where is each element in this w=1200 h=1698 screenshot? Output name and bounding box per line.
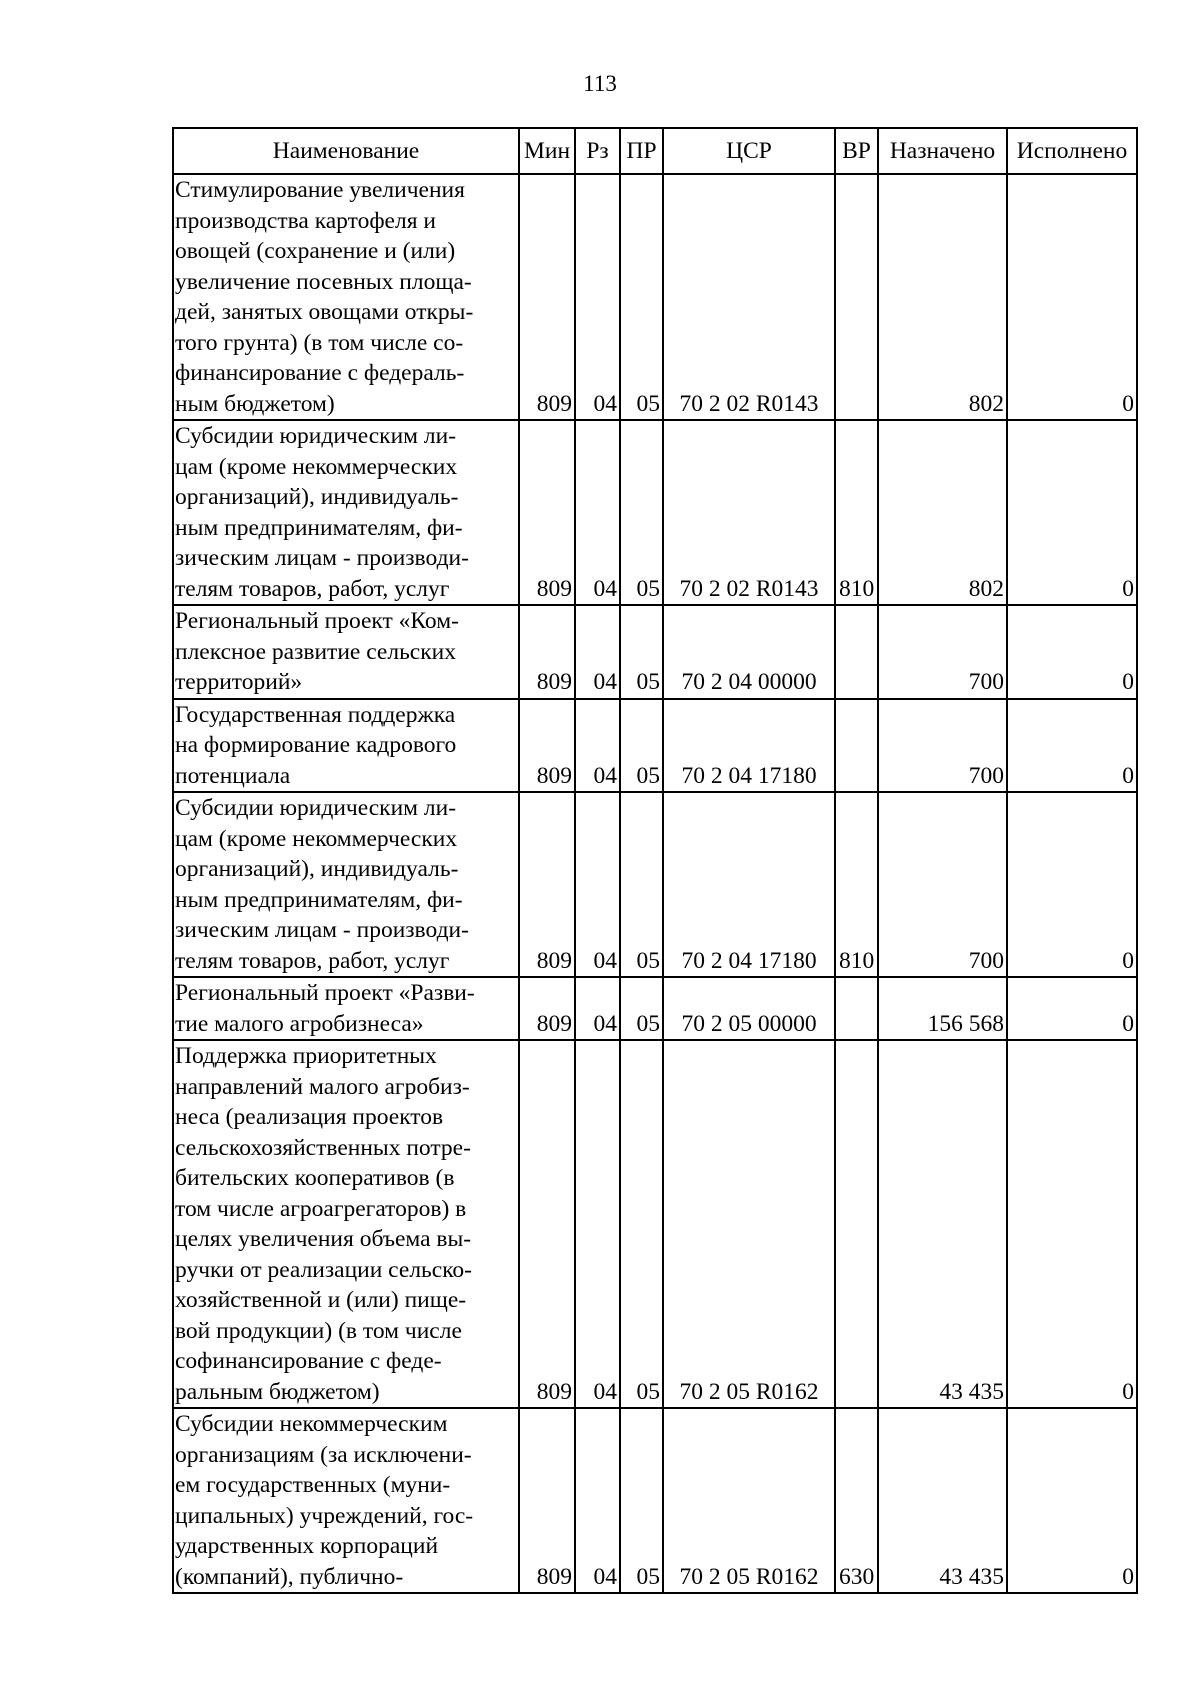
cell-name: Поддержка приоритетных направлений малого агробиз- неса (реализация проектов сельскохозяйственных потре- бительских кооперативов (в том числе агроагрегаторов) в целях увеличения объема вы- ручки от реализации сельско- хозяйственной и (или) пище- вой продукции) (в том числе софинансирование с феде- ральным бюджетом) [173,1040,519,1408]
cell-min: 809 [519,792,575,977]
cell-vr [835,977,878,1040]
header-min: Мин [519,128,575,174]
budget-table [172,127,1138,1594]
cell-pr: 05 [620,699,663,793]
cell-csr: 70 2 05 R0162 [663,1408,835,1593]
header-name: Наименование [173,128,519,174]
table-row [173,792,1137,977]
cell-min: 809 [519,1408,575,1593]
cell-vr [835,174,878,420]
cell-name: Стимулирование увеличения производства картофеля и овощей (сохранение и (или) увеличение посевных площа- дей, занятых овощами откры- того грунта) (в том числе со- финансирование с федераль- ным бюджетом) [173,174,519,420]
cell-vr: 810 [835,792,878,977]
cell-name: Субсидии юридическим ли- цам (кроме некоммерческих организаций), индивидуаль- ным предпринимателям, фи- зическим лицам - производи- телям товаров, работ, услуг [173,792,519,977]
cell-min: 809 [519,174,575,420]
cell-min: 809 [519,420,575,605]
cell-assigned: 700 [878,699,1007,793]
table-row [173,420,1137,605]
cell-rz: 04 [575,1408,620,1593]
cell-rz: 04 [575,699,620,793]
cell-min: 809 [519,1040,575,1408]
cell-assigned: 43 435 [878,1040,1007,1408]
cell-csr: 70 2 04 17180 [663,792,835,977]
cell-csr: 70 2 02 R0143 [663,420,835,605]
cell-pr: 05 [620,174,663,420]
cell-rz: 04 [575,174,620,420]
cell-min: 809 [519,605,575,699]
cell-assigned: 802 [878,174,1007,420]
table-row [173,605,1137,699]
table-row [173,1040,1137,1408]
cell-rz: 04 [575,1040,620,1408]
cell-min: 809 [519,699,575,793]
header-assigned: Назначено [878,128,1007,174]
table-row [173,174,1137,420]
cell-csr: 70 2 02 R0143 [663,174,835,420]
cell-executed: 0 [1007,977,1137,1040]
cell-assigned: 802 [878,420,1007,605]
cell-executed: 0 [1007,699,1137,793]
cell-assigned: 700 [878,605,1007,699]
cell-name: Субсидии юридическим ли- цам (кроме некоммерческих организаций), индивидуаль- ным предпринимателям, фи- зическим лицам - производи- телям товаров, работ, услуг [173,420,519,605]
cell-name: Региональный проект «Разви- тие малого агробизнеса» [173,977,519,1040]
cell-pr: 05 [620,420,663,605]
cell-csr: 70 2 05 R0162 [663,1040,835,1408]
header-vr: ВР [835,128,878,174]
cell-assigned: 156 568 [878,977,1007,1040]
header-pr: ПР [620,128,663,174]
cell-pr: 05 [620,792,663,977]
cell-name: Государственная поддержка на формирование кадрового потенциала [173,699,519,793]
cell-vr: 810 [835,420,878,605]
table-row [173,977,1137,1040]
cell-min: 809 [519,977,575,1040]
cell-executed: 0 [1007,1408,1137,1593]
cell-name: Субсидии некоммерческим организациям (за исключени- ем государственных (муни- ципальных) учреждений, гос- ударственных корпораций (компаний), публично- [173,1408,519,1593]
cell-vr [835,1040,878,1408]
cell-csr: 70 2 04 17180 [663,699,835,793]
header-rz: Рз [575,128,620,174]
cell-csr: 70 2 05 00000 [663,977,835,1040]
cell-executed: 0 [1007,605,1137,699]
cell-vr [835,699,878,793]
header-executed: Исполнено [1007,128,1137,174]
table-row [173,699,1137,793]
cell-rz: 04 [575,420,620,605]
cell-rz: 04 [575,792,620,977]
page-number: 113 [583,71,617,96]
cell-name: Региональный проект «Ком- плексное развитие сельских территорий» [173,605,519,699]
cell-pr: 05 [620,605,663,699]
cell-rz: 04 [575,605,620,699]
cell-executed: 0 [1007,420,1137,605]
cell-assigned: 43 435 [878,1408,1007,1593]
cell-executed: 0 [1007,174,1137,420]
cell-vr: 630 [835,1408,878,1593]
cell-pr: 05 [620,1408,663,1593]
table-header-row [173,128,1137,174]
header-csr: ЦСР [663,128,835,174]
cell-assigned: 700 [878,792,1007,977]
table-row [173,1408,1137,1593]
cell-pr: 05 [620,977,663,1040]
cell-rz: 04 [575,977,620,1040]
cell-executed: 0 [1007,792,1137,977]
cell-executed: 0 [1007,1040,1137,1408]
cell-pr: 05 [620,1040,663,1408]
cell-vr [835,605,878,699]
cell-csr: 70 2 04 00000 [663,605,835,699]
